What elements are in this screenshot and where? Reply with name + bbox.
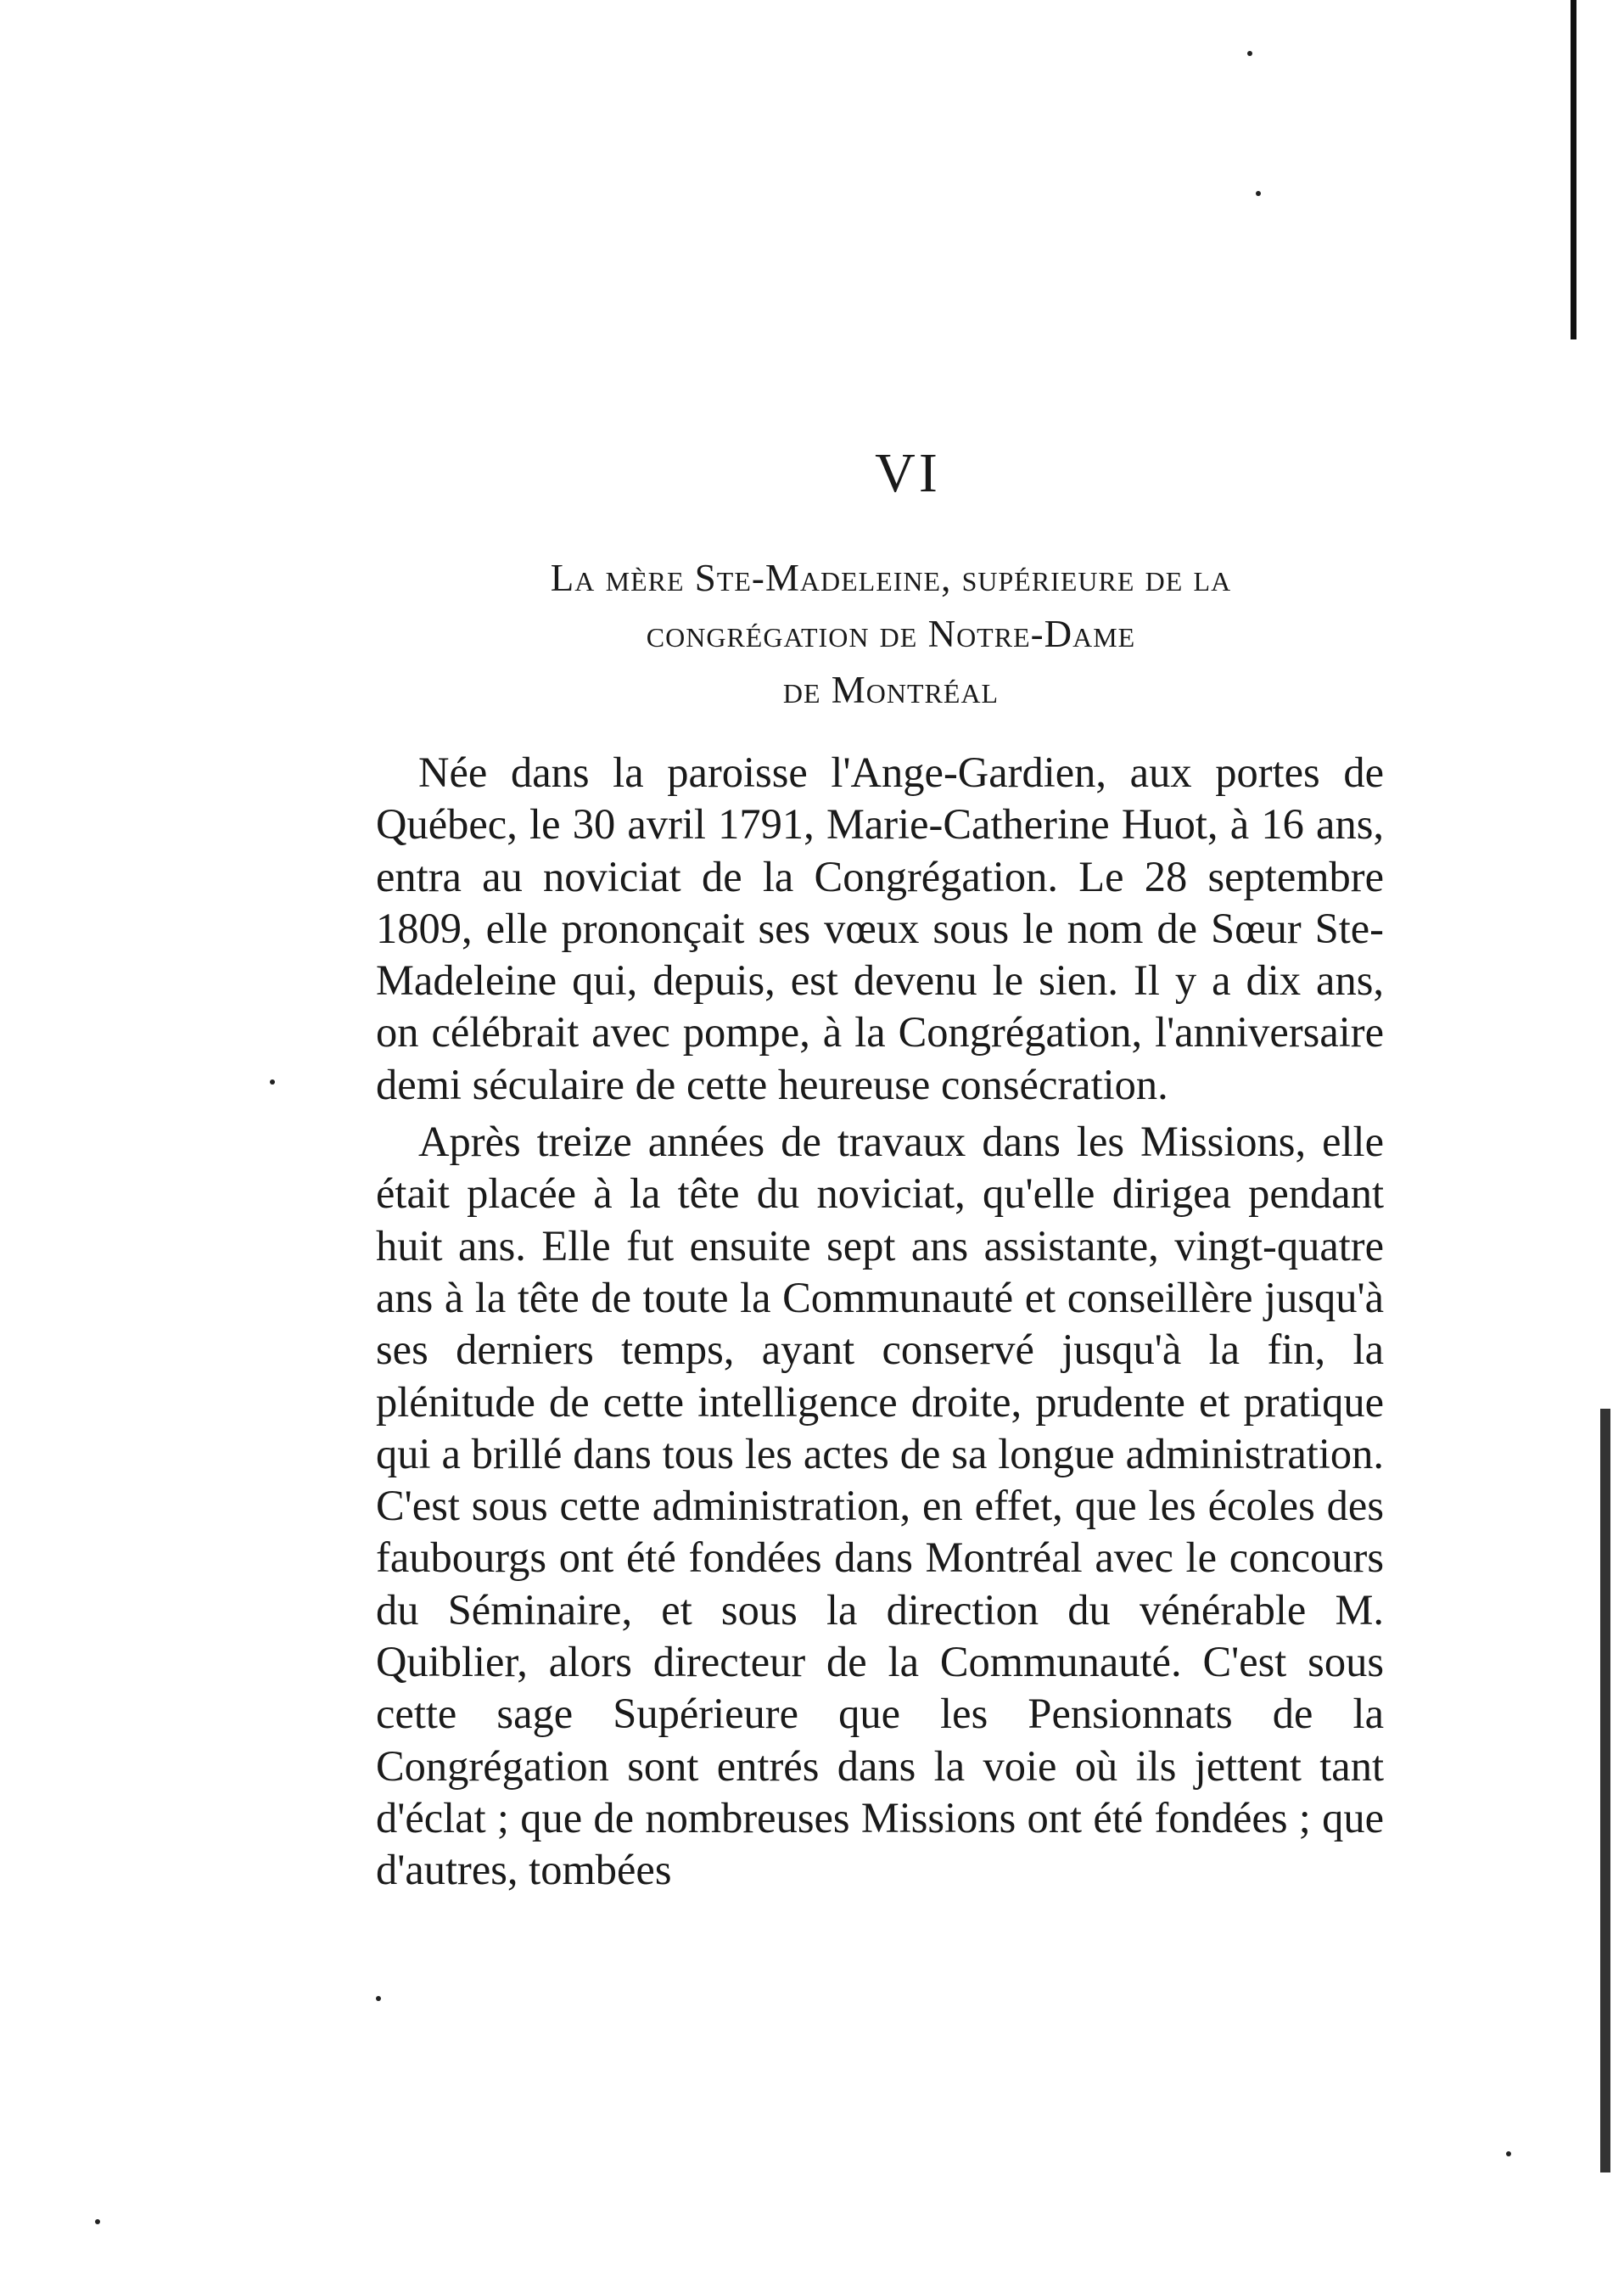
scan-speck xyxy=(376,1996,381,2001)
paragraph: Après treize années de travaux dans les Missions, elle était placée à la tête du noviciat, qu'elle dirigea pendant huit ans. Elle fut ensuite sept ans assistante, vingt-quatre ans à la tête de toute la Communauté et conseillère jusqu'à ses derniers temps, ayant conservé jusqu'à la fin, la plénitude de cette intelligence droite, prudente et pratique qui a brillé dans tous les actes de sa longue administration. C'est sous cette administration, en effet, que les écoles des faubourgs ont été fondées dans Montréal avec le concours du Séminaire, et sous la direction du vénérable M. Quiblier, alors directeur de la Communauté. C'est sous cette sage Supérieure que les Pensionnats de la Congrégation sont entrés dans la voie où ils jettent tant d'éclat ; que de nombreuses Missions ont été fondées ; que d'autres, tombées xyxy=(376,1118,1384,1894)
chapter-number: VI xyxy=(875,442,941,504)
scan-speck xyxy=(95,2219,100,2224)
heading-line: La mère Ste-Madeleine, supérieure de la xyxy=(550,557,1232,599)
chapter-heading xyxy=(399,550,1383,718)
scan-edge-bottom xyxy=(1600,1409,1610,2172)
scan-edge-top xyxy=(1571,0,1576,339)
heading-line: congrégation de Notre-Dame xyxy=(646,613,1136,655)
heading-line: de Montréal xyxy=(782,669,1000,711)
scan-speck xyxy=(270,1079,275,1085)
scan-speck xyxy=(1506,2151,1511,2156)
paragraph: Née dans la paroisse l'Ange-Gardien, aux portes de Québec, le 30 avril 1791, Marie-Catherine Huot, à 16 ans, entra au noviciat de la Congrégation. Le 28 septembre 1809, elle prononçait ses vœux sous le nom de Sœur Ste-Madeleine qui, depuis, est devenu le sien. Il y a dix ans, on célébrait avec pompe, à la Congrégation, l'anniversaire demi séculaire de cette heureuse consécration. xyxy=(376,748,1384,1108)
scan-speck xyxy=(1247,51,1252,56)
body-text xyxy=(376,747,1384,1897)
scan-speck xyxy=(1256,191,1261,196)
